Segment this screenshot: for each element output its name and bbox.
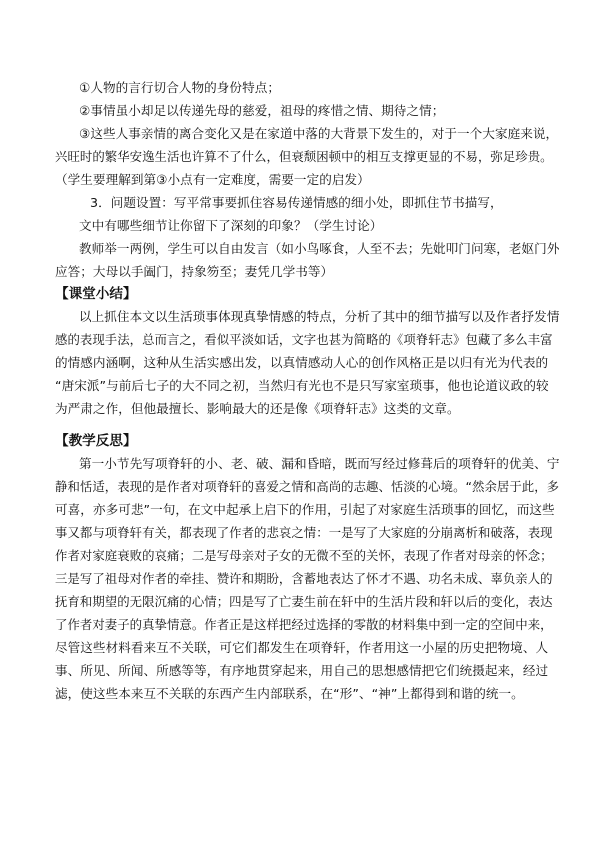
summary-line: 为严肃之作，但他最擅长、影响最大的还是像《项脊轩志》这类的文章。 <box>55 401 460 416</box>
reflection-line: 事又都与项脊轩有关，都表现了作者的悲哀之情：一是写了大家庭的分崩离析和破落，表现 <box>55 525 553 540</box>
point-3: ③这些人事亲情的离合变化又是在家道中落的大背景下发生的，对于一个大家庭来说， <box>79 126 559 141</box>
reflection-line: 抚育和期望的无限沉痛的心情；四是写了亡妻生前在轩中的生活片段和轩以后的变化，表达 <box>55 594 553 609</box>
teacher-example-continued: 应答；大母以手阖门，持象笏至；妻凭几学书等） <box>55 264 334 279</box>
summary-line: 以上抓住本文以生活琐事体现真挚情感的特点，分析了其中的细节描写以及作者抒发情 <box>79 309 560 324</box>
summary-line: “唐宋派”与前后七子的大不同之初，当然归有光也不是只写家室琐事，他也论道议政的较 <box>55 378 549 393</box>
point-3-continued: 兴旺时的繁华安逸生活也许算不了什么，但衰颓困顿中的相互支撑更显的不易，弥足珍贵。 <box>55 149 553 164</box>
question-setup: 3．问题设置：写平常事要抓住容易传递情感的细小处，即抓住节书描写， <box>90 195 503 210</box>
summary-heading: 【课堂小结】 <box>55 286 137 302</box>
point-2: ②事情虽小却足以传递先母的慈爱，祖母的疼惜之情、期待之情； <box>79 103 445 118</box>
reflection-line: 滤，使这些本来互不关联的东西产生内部联系，在“形”、“神”上都得到和谐的统一。 <box>55 686 524 701</box>
teacher-example: 教师举一两例，学生可以自由发言（如小鸟啄食，人至不去；先妣叩门问寒，老妪门外 <box>79 241 560 256</box>
question-text: 文中有哪些细节让你留下了深刻的印象？（学生讨论） <box>79 218 383 233</box>
reflection-line: 第一小节先写项脊轩的小、老、破、漏和昏暗，既而写经过修葺后的项脊轩的优美、宁 <box>79 456 560 471</box>
reflection-line: 事、所见、所闻、所感等等，有序地贯穿起来，用自己的思想感情把它们统摄起来，经过 <box>55 663 549 678</box>
point-1: ①人物的言行切合人物的身份特点； <box>79 80 280 95</box>
reflection-line: 了作者对妻子的真挚情意。作者正是这样把经过选择的零散的材料集中到一定的空间中来， <box>55 617 553 632</box>
reflection-line: 可喜，亦多可悲”一句，在文中起承上启下的作用，引起了对家庭生活琐事的回忆，而这些 <box>55 502 555 517</box>
reflection-line: 作者对家庭衰败的哀痛；二是写母亲对子女的无微不至的关怀，表现了作者对母亲的怀念； <box>55 548 553 563</box>
reflection-line: 三是写了祖母对作者的牵挂、赞许和期盼，含蓄地表达了怀才不遇、功名未成、辜负亲人的 <box>55 571 553 586</box>
teacher-note: （学生要理解到第③小点有一定难度，需要一定的启发） <box>55 172 370 187</box>
reflection-heading: 【教学反思】 <box>55 433 137 449</box>
summary-line: 的情感内涵啊，这种从生活实感出发，以真情感动人心的创作风格正是以归有光为代表的 <box>55 355 549 370</box>
summary-line: 感的表现手法，总而言之，看似平淡如话，文字也甚为简略的《项脊轩志》包藏了多么丰富 <box>55 332 553 347</box>
reflection-line: 静和恬适，表现的是作者对项脊轩的喜爱之情和高尚的志趣、恬淡的心境。“然余居于此，多 <box>55 479 560 494</box>
reflection-line: 尽管这些材料看来互不关联，可它们都发生在项脊轩，作者用这一小屋的历史把物境、人 <box>55 640 549 655</box>
